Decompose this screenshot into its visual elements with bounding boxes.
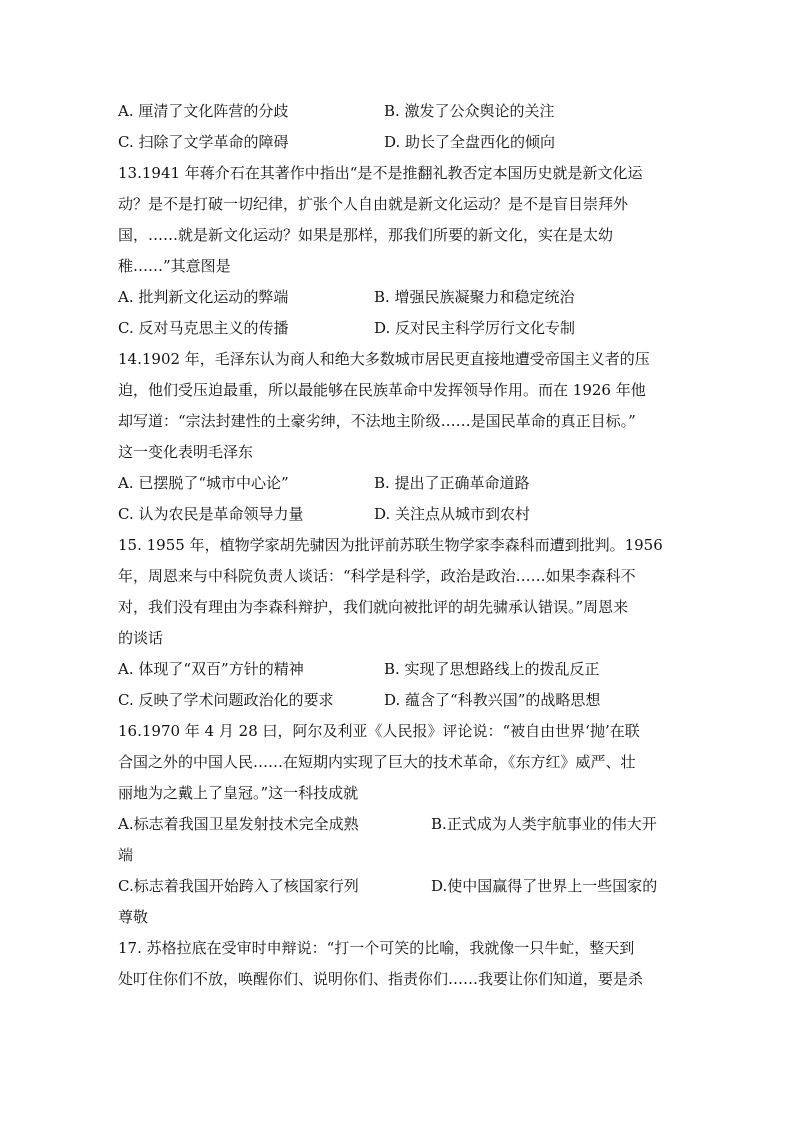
q13-stem-line: 稚……”其意图是 <box>118 257 231 275</box>
q14-options-row-1 <box>118 468 678 499</box>
q14-options-row-2 <box>118 499 678 530</box>
q14-option-b: B. 提出了正确革命道路 <box>374 474 530 492</box>
q15-stem-line: 的谈话 <box>118 629 164 647</box>
q12-option-d: D. 助长了全盘西化的倾向 <box>384 133 556 151</box>
q15-stem-line: 对，我们没有理由为李森科辩护，我们就向被批评的胡先骕承认错误。”周恩来 <box>118 598 629 616</box>
q14-option-a: A. 已摆脱了“城市中心论” <box>118 474 289 492</box>
q17-stem-line: 处叮住你们不放，唤醒你们、说明你们、指责你们……我要让你们知道，要是杀 <box>118 970 644 988</box>
q12-options-row-1 <box>118 96 678 127</box>
q15-option-c: C. 反映了学术问题政治化的要求 <box>118 691 334 709</box>
q16-options-row-1 <box>118 809 678 840</box>
q14-stem-line: 却写道：“宗法封建性的土豪劣绅，不法地主阶级……是国民革命的真正目标。” <box>118 412 636 430</box>
q12-option-c: C. 扫除了文学革命的障碍 <box>118 133 289 151</box>
q16-stem-line: 16.1970 年 4 月 28 曰，阿尔及利亚《人民报》评论说：“被自由世界‘抛’在联 <box>118 722 640 740</box>
q13-options-row-2 <box>118 313 678 344</box>
q16-option-d-continuation: 尊敬 <box>118 908 149 926</box>
q15-option-d: D. 蕴含了“科教兴国”的战略思想 <box>384 691 601 709</box>
q15-options-row-2 <box>118 685 678 716</box>
q15-option-b: B. 实现了思想路线上的拨乱反正 <box>384 660 600 678</box>
q16-option-b-continuation: 端 <box>118 846 134 864</box>
q13-option-a: A. 批判新文化运动的弊端 <box>118 288 289 306</box>
q15-stem-line: 年，周恩来与中科院负责人谈话：“科学是科学，政治是政治……如果李森科不 <box>118 567 636 585</box>
q16-option-a: A.标志着我国卫星发射技术完全成熟 <box>118 815 359 833</box>
q13-option-d: D. 反对民主科学厉行文化专制 <box>374 319 576 337</box>
q16-options-row-2 <box>118 871 678 902</box>
q12-options-row-2 <box>118 127 678 158</box>
q14-stem-line: 14.1902 年，毛泽东认为商人和绝大多数城市居民更直接地遭受帝国主义者的压 <box>118 350 650 368</box>
q16-option-b: B.正式成为人类宇航事业的伟大开 <box>431 815 657 833</box>
q14-stem-line: 迫，他们受压迫最重，所以最能够在民族革命中发挥领导作用。而在 1926 年他 <box>118 381 646 399</box>
q13-stem-line: 动？是不是打破一切纪律，扩张个人自由就是新文化运动？是不是盲目崇拜外 <box>118 195 629 213</box>
q14-stem-line: 这一变化表明毛泽东 <box>118 443 254 461</box>
q16-stem-line: 丽地为之戴上了皇冠。”这一科技成就 <box>118 784 359 802</box>
q12-option-b: B. 激发了公众舆论的关注 <box>384 102 555 120</box>
q16-option-c: C.标志着我国开始跨入了核国家行列 <box>118 877 359 895</box>
q15-options-row-1 <box>118 654 678 685</box>
q12-option-a: A. 厘清了文化阵营的分歧 <box>118 102 289 120</box>
q17-stem-line: 17. 苏格拉底在受审时申辩说：“打一个可笑的比喻，我就像一只牛虻，整天到 <box>118 939 635 957</box>
q15-option-a: A. 体现了“双百”方针的精神 <box>118 660 304 678</box>
q15-stem-line: 15. 1955 年，植物学家胡先骕因为批评前苏联生物学家李森科而遭到批判。1956 <box>118 536 663 554</box>
q13-stem-line: 国，……就是新文化运动？如果是那样，那我们所要的新文化，实在是太幼 <box>118 226 614 244</box>
exam-content <box>118 96 678 995</box>
q13-stem-line: 13.1941 年蒋介石在其著作中指出“是不是推翻礼教否定本国历史就是新文化运 <box>118 164 643 182</box>
q13-options-row-1 <box>118 282 678 313</box>
q16-option-d: D.使中国赢得了世界上一些国家的 <box>431 877 658 895</box>
q13-option-c: C. 反对马克思主义的传播 <box>118 319 289 337</box>
q16-stem-line: 合国之外的中国人民……在短期内实现了巨大的技术革命，《东方红》威严、壮 <box>118 753 636 771</box>
q14-option-c: C. 认为农民是革命领导力量 <box>118 505 304 523</box>
q14-option-d: D. 关注点从城市到农村 <box>374 505 531 523</box>
q13-option-b: B. 增强民族凝聚力和稳定统治 <box>374 288 575 306</box>
